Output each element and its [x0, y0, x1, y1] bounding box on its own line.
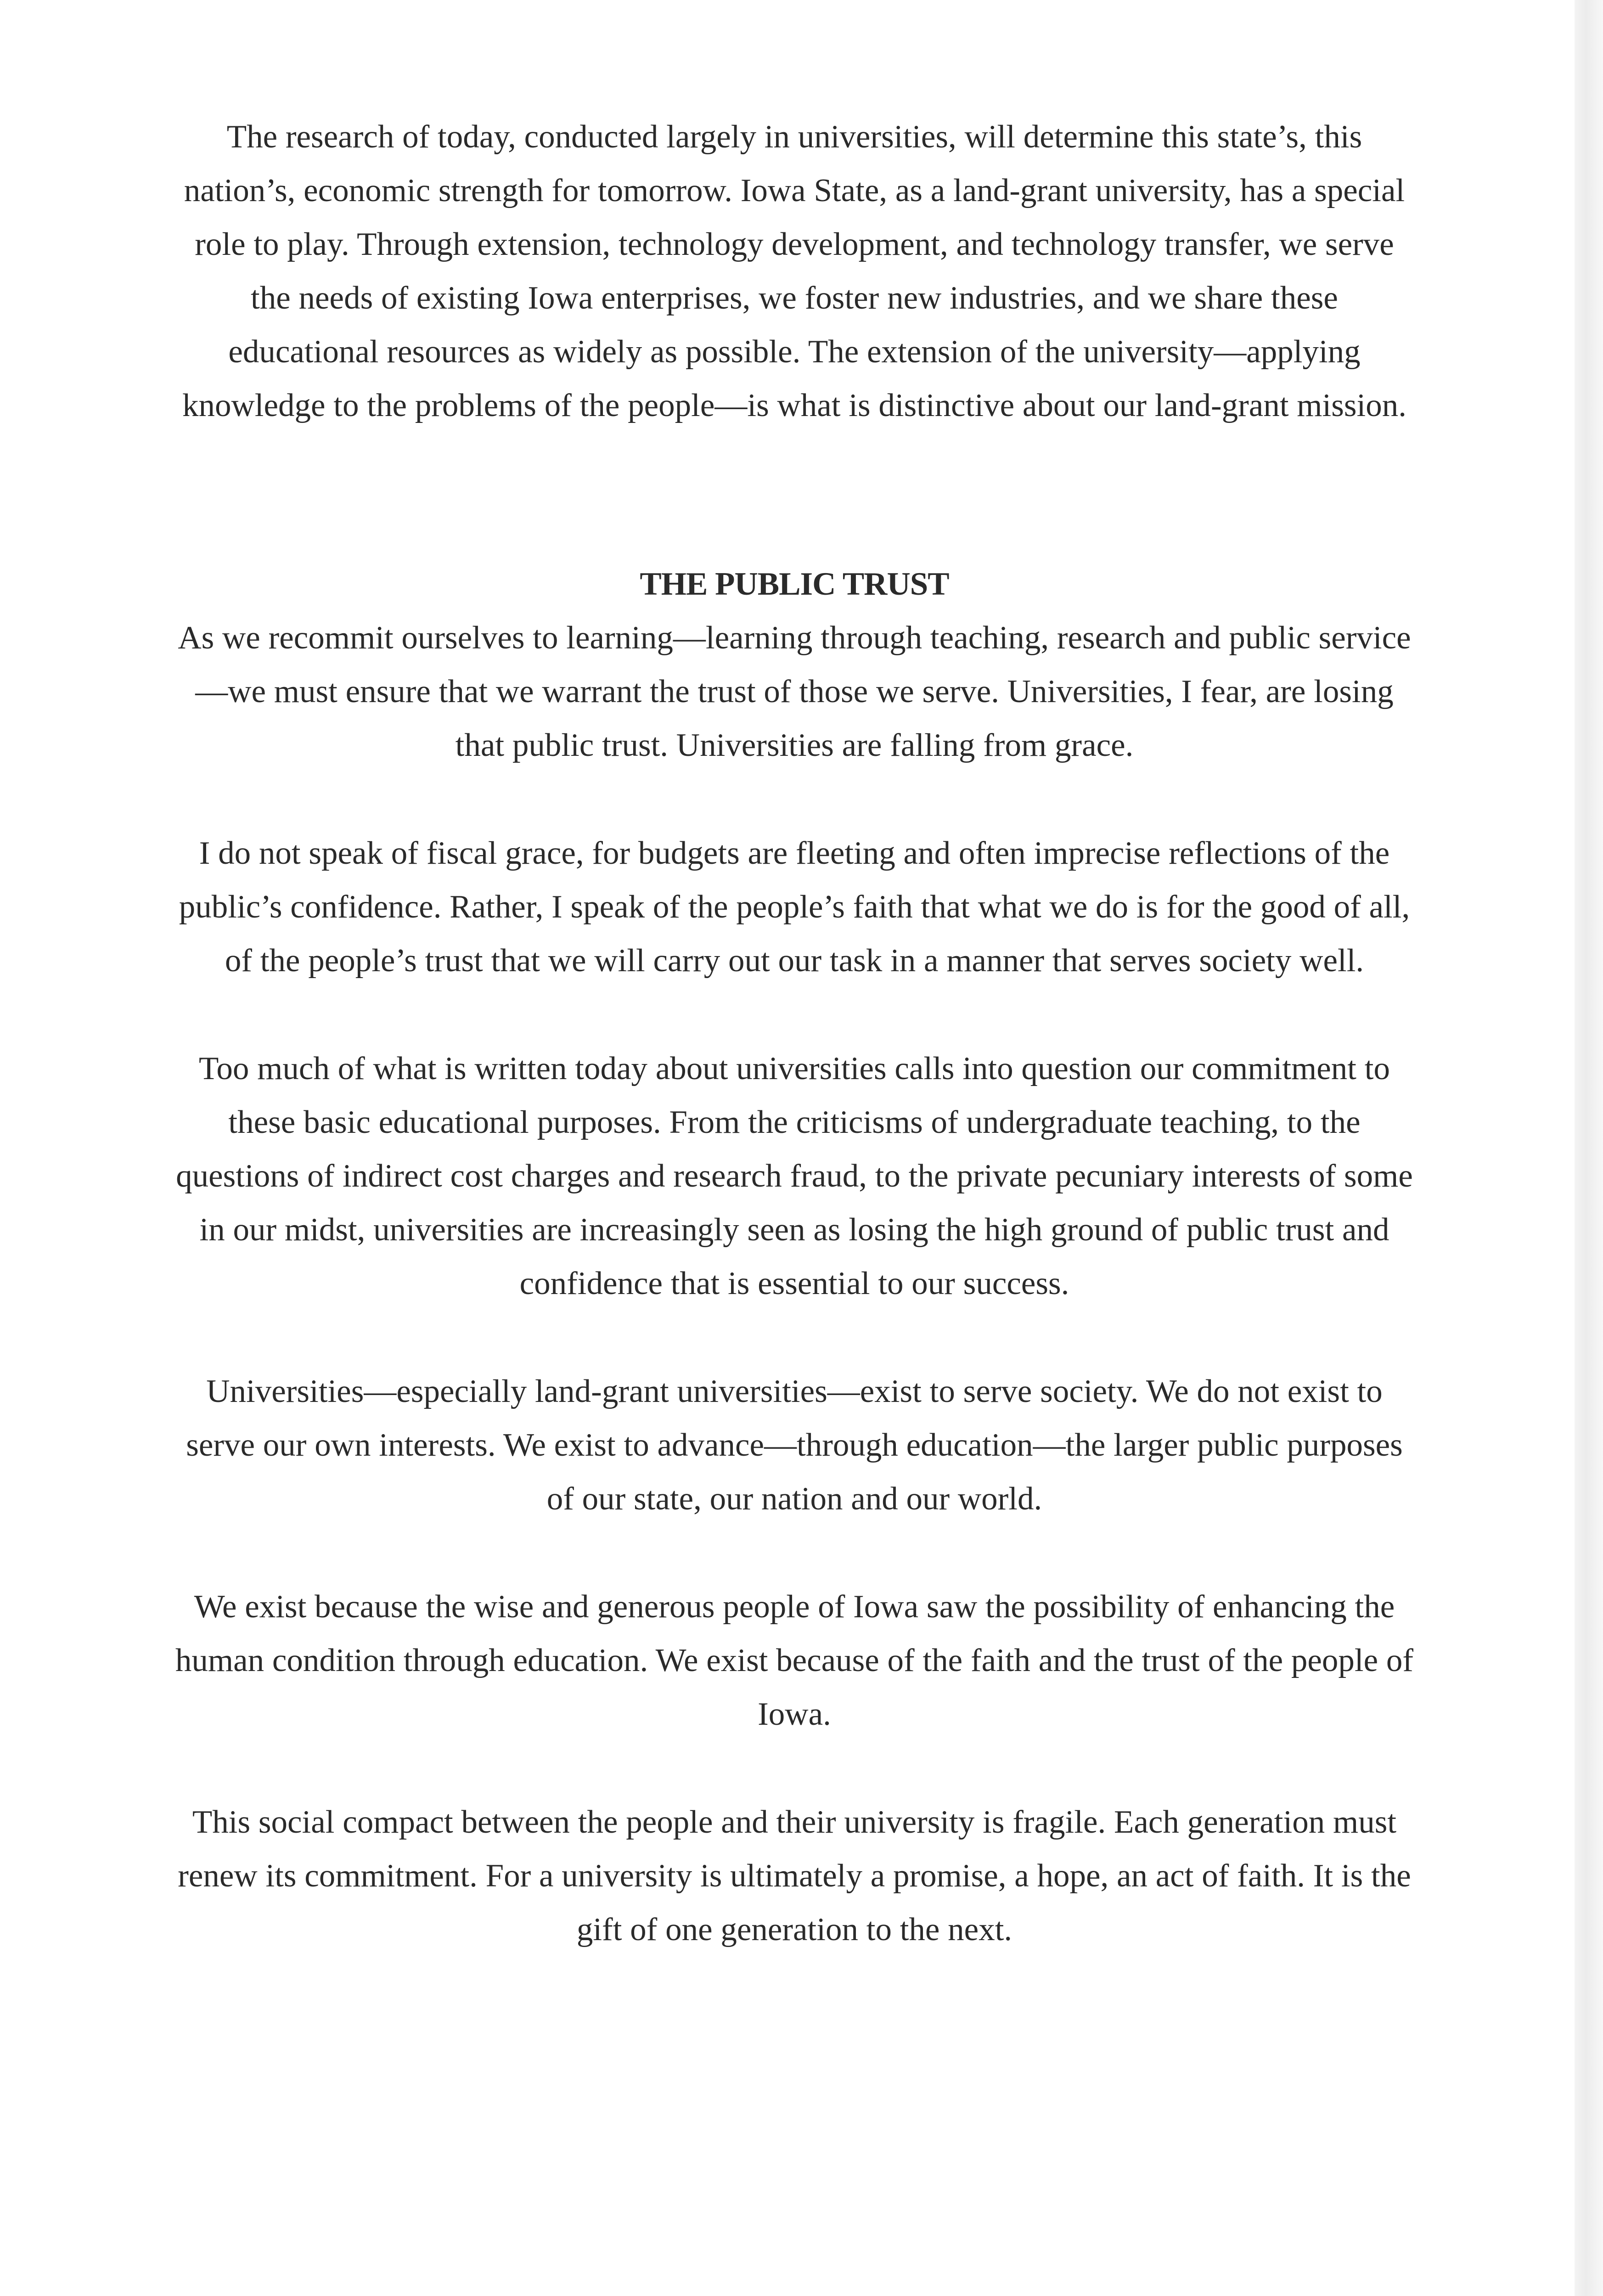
paragraph-criticisms: Too much of what is written today about universities calls into question our commitment to these basic educational purposes. From the criticisms of undergraduate teaching, to the questions of indirect cost charges and research fraud, to the private pecuniary interests of some in our midst, universities are increasingly seen as losing the high ground of public trust and confidence that is essential to our success.: [176, 1051, 1413, 1301]
paragraph-serve-society: Universities—especially land-grant universities—exist to serve society. We do not exist to serve our own interests. We exist to advance—through education—the larger public purposes of our state, our nation and our world.: [186, 1373, 1403, 1517]
document-body: [174, 110, 1414, 1957]
paragraph-people-of-iowa: We exist because the wise and generous people of Iowa saw the possibility of enhancing the human condition through education. We exist because of the faith and the trust of the people of Iowa.: [175, 1589, 1414, 1732]
paragraph-fiscal-grace: I do not speak of fiscal grace, for budgets are fleeting and often imprecise reflections of the public’s confidence. Rather, I speak of the people’s faith that what we do is for the good of all, of the people’s trust that we will carry out our task in a manner that serves society well.: [179, 835, 1410, 979]
paragraph-social-compact: This social compact between the people and their university is fragile. Each generation must renew its commitment. For a university is ultimately a promise, a hope, an act of faith. It is the gift of one generation to the next.: [178, 1804, 1411, 1947]
section-heading: THE PUBLIC TRUST: [640, 566, 949, 602]
paragraph-public-trust: As we recommit ourselves to learning—learning through teaching, research and public service—we must ensure that we warrant the trust of those we serve. Universities, I fear, are losing that public trust. Universities are falling from grace.: [178, 620, 1411, 763]
page-edge-shadow: [1575, 0, 1603, 2296]
intro-paragraph: The research of today, conducted largely in universities, will determine this state’s, this nation’s, economic strength for tomorrow. Iowa State, as a land-grant university, has a special role to play. Through extension, technology development, and technology transfer, we serve the needs of existing Iowa enterprises, we foster new industries, and we share these educational resources as widely as possible. The extension of the university—applying knowledge to the problems of the people—is what is distinctive about our land-grant mission.: [182, 119, 1406, 423]
